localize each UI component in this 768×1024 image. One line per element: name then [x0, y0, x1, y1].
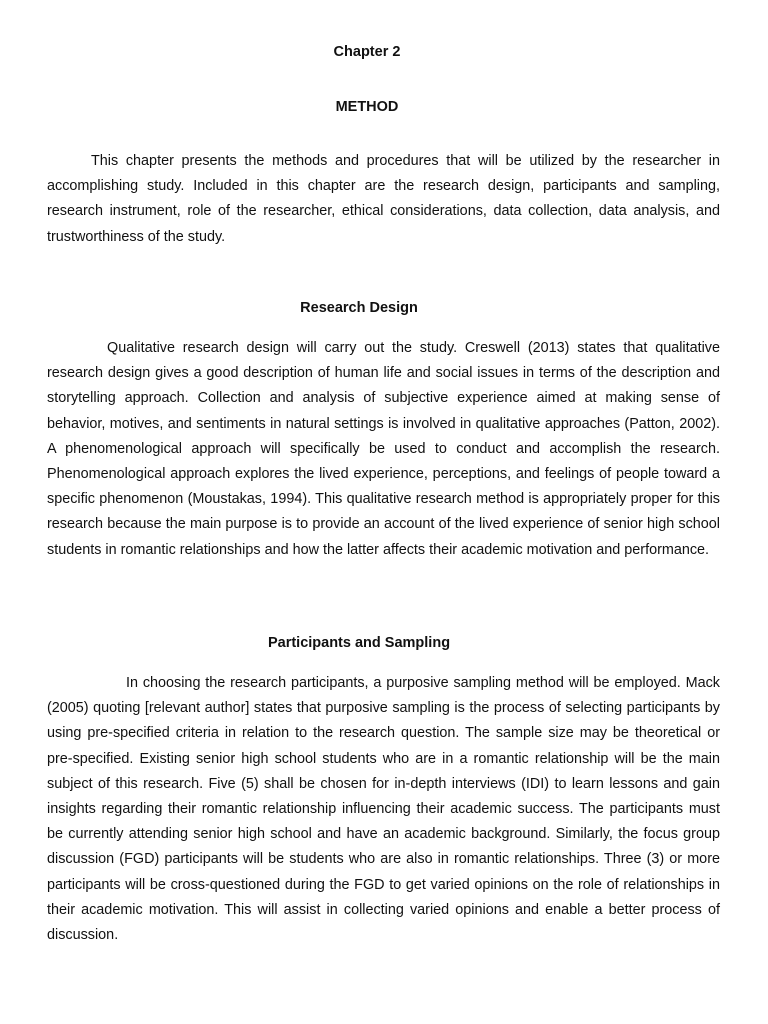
chapter-label: Chapter 2 — [333, 44, 401, 60]
research-design-paragraph: Qualitative research design will carry out the study. Creswell (2013) states that qualitative research design gives a good description of human life and social issues in terms of the description and storytelling approach. Collection and analysis of subjective experience aimed at making sense of behavior, motives, and sentiments in natural settings is involved in qualitative approaches (Patton, 2002). A phenomenological approach will specifically be used to conduct and accomplish the research. Phenomenological approach explores the lived experience, perceptions, and feelings of people toward a specific phenomenon (Moustakas, 1994). This qualitative research method is appropriately proper for this research because the main purpose is to provide an account of the lived experience of senior high school students in romantic relationships and how the latter affects their academic motivation and performance. — [47, 340, 720, 558]
chapter-title: METHOD — [335, 99, 399, 115]
section-heading-research-design: Research Design — [300, 300, 418, 316]
participants-sampling-paragraph: In choosing the research participants, a purposive sampling method will be employed. Mack (2005) quoting [relevant author] states that purposive sampling is the process of selecting participants by using pre-specified criteria in relation to the research question. The sample size may be theoretical or pre-specified. Existing senior high school students who are in a romantic relationship will be the main subject of this research. Five (5) shall be chosen for in-depth interviews (IDI) to learn lessons and gain insights regarding their romantic relationship influencing their academic success. The participants must be currently attending senior high school and have an academic background. Similarly, the focus group discussion (FGD) participants will be students who are also in romantic relationships. Three (3) or more participants will be cross-questioned during the FGD to get varied opinions on the role of relationships in their academic motivation. This will assist in collecting varied opinions and enable a better process of discussion. — [47, 675, 720, 944]
intro-paragraph: This chapter presents the methods and procedures that will be utilized by the researcher in accomplishing study. Included in this chapter are the research design, participants and sampling, research instrument, role of the researcher, ethical considerations, data collection, data analysis, and trustworthiness of the study. — [47, 153, 720, 245]
section-heading-participants-sampling: Participants and Sampling — [267, 635, 451, 651]
